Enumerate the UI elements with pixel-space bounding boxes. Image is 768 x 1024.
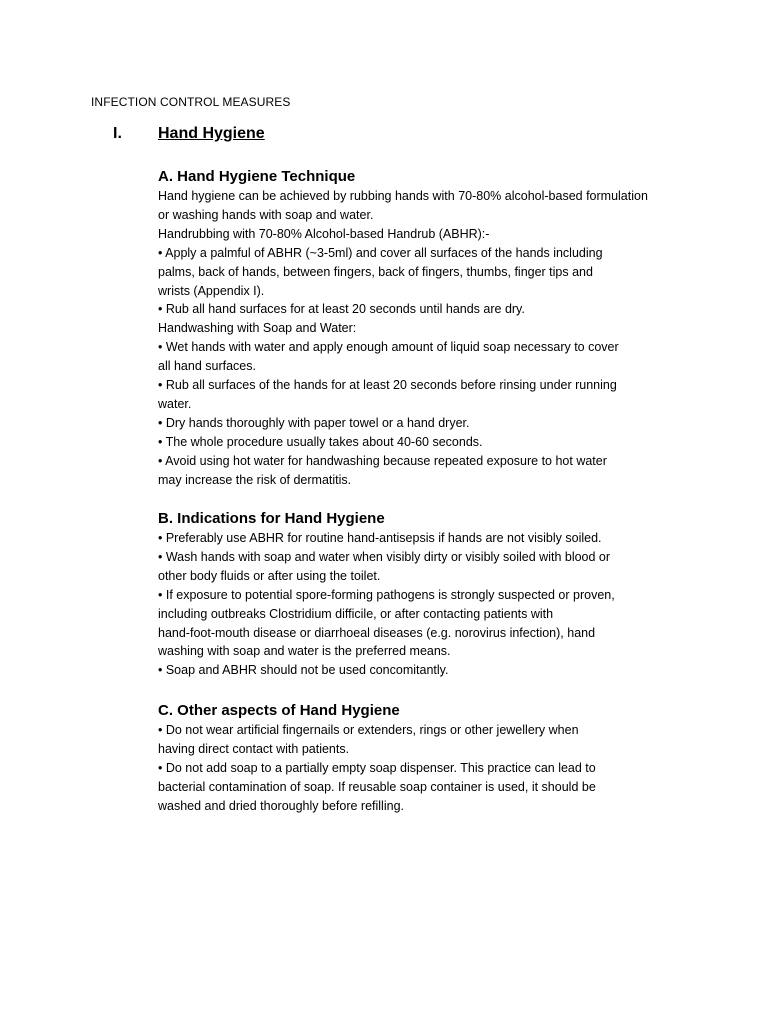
paragraph-line: may increase the risk of dermatitis. [158,472,352,487]
paragraph-line: including outbreaks Clostridium difficile, or after contacting patients with [158,606,554,621]
section-heading [113,125,265,143]
paragraph-line: palms, back of hands, between fingers, back of fingers, thumbs, finger tips and [158,264,593,279]
bullet-line: • Soap and ABHR should not be used concomitantly. [158,663,449,678]
subsection-heading: A. Hand Hygiene Technique [158,168,356,185]
paragraph-line: Handwashing with Soap and Water: [158,321,357,336]
bullet-line: • Wet hands with water and apply enough amount of liquid soap necessary to cover [158,340,619,355]
bullet-line: • Avoid using hot water for handwashing because repeated exposure to hot water [158,453,607,468]
paragraph-line: having direct contact with patients. [158,741,350,756]
subsection-body [158,187,658,490]
bullet-line: • Do not add soap to a partially empty soap dispenser. This practice can lead to [158,760,596,775]
paragraph-line: Hand hygiene can be achieved by rubbing hands with 70-80% alcohol-based formulation [158,189,648,203]
paragraph-line: Handrubbing with 70-80% Alcohol-based Handrub (ABHR):- [158,226,490,241]
paragraph-line: wrists (Appendix I). [158,283,265,298]
bullet-line: • Apply a palmful of ABHR (~3-5ml) and cover all surfaces of the hands including [158,245,603,260]
bullet-line: • Rub all surfaces of the hands for at least 20 seconds before rinsing under running [158,378,617,393]
paragraph-line: bacterial contamination of soap. If reusable soap container is used, it should be [158,779,596,794]
bullet-line: • Wash hands with soap and water when visibly dirty or visibly soiled with blood or [158,549,611,564]
subsection-body [158,529,658,680]
section-title: Hand Hygiene [158,125,265,142]
paragraph-line: washing with soap and water is the preferred means. [158,644,451,659]
bullet-line: • The whole procedure usually takes about 40-60 seconds. [158,434,483,449]
paragraph-line: hand-foot-mouth disease or diarrhoeal diseases (e.g. norovirus infection), hand [158,625,596,640]
subsection-heading: C. Other aspects of Hand Hygiene [158,702,400,719]
subsection-body [158,721,658,816]
paragraph-line: or washing hands with soap and water. [158,207,374,222]
bullet-line: • If exposure to potential spore-forming pathogens is strongly suspected or proven, [158,587,615,602]
bullet-line: • Rub all hand surfaces for at least 20 seconds until hands are dry. [158,302,525,317]
paragraph-line: all hand surfaces. [158,359,256,374]
section-number: I. [113,125,122,142]
subsection-heading: B. Indications for Hand Hygiene [158,510,385,527]
bullet-line: • Dry hands thoroughly with paper towel or a hand dryer. [158,415,470,430]
subsection-b [158,509,658,680]
paragraph-line: other body fluids or after using the toilet. [158,568,381,583]
paragraph-line: water. [158,396,192,411]
paragraph-line: washed and dried thoroughly before refilling. [158,798,404,813]
subsection-a [158,167,658,490]
subsection-c [158,701,658,816]
document-title: INFECTION CONTROL MEASURES [91,95,291,109]
bullet-line: • Do not wear artificial fingernails or extenders, rings or other jewellery when [158,723,579,737]
bullet-line: • Preferably use ABHR for routine hand-antisepsis if hands are not visibly soiled. [158,531,602,545]
